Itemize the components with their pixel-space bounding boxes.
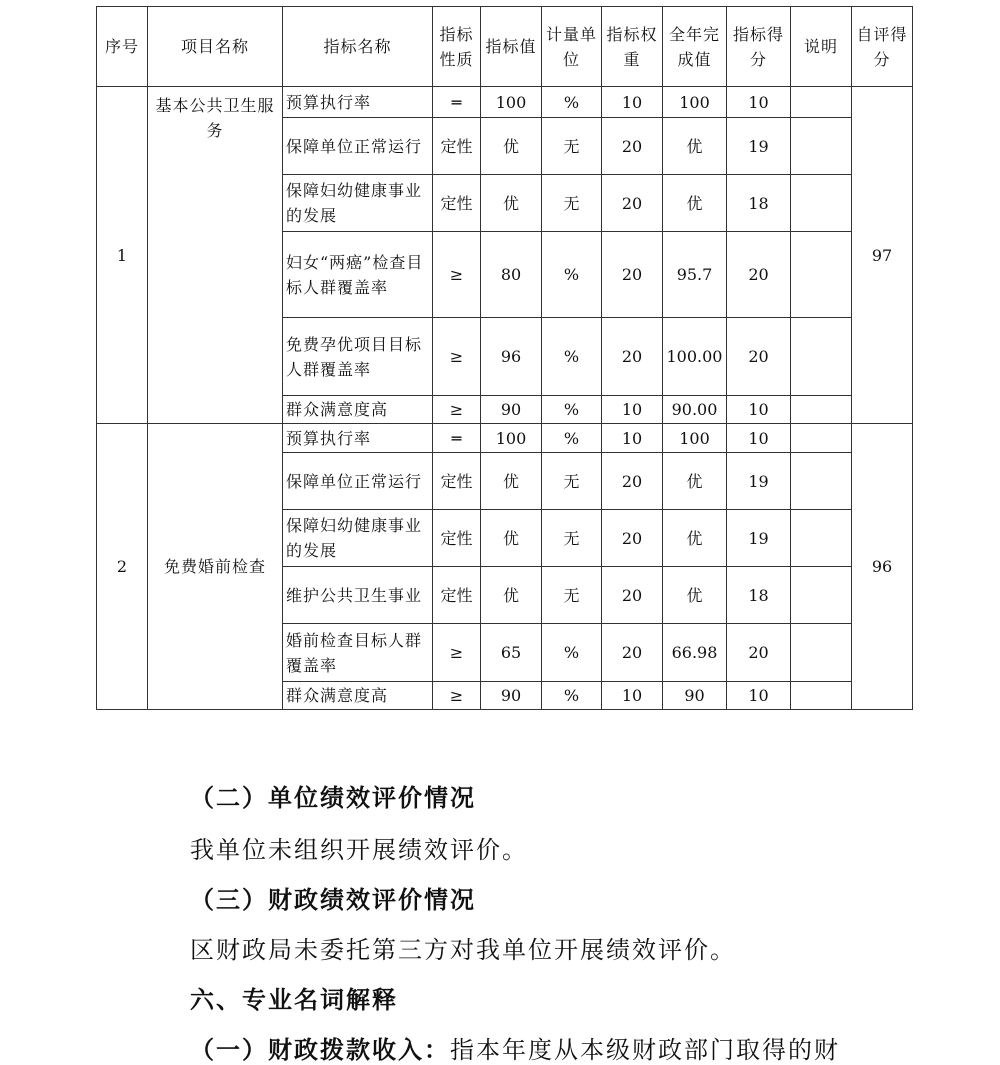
- indicator-unit: %: [542, 232, 602, 318]
- indicator-weight: 20: [602, 118, 663, 175]
- indicator-score: 18: [727, 175, 791, 232]
- indicator-name: 群众满意度高: [283, 396, 433, 424]
- indicator-note: [791, 424, 852, 453]
- indicator-note: [791, 567, 852, 624]
- annual-actual: 100: [663, 87, 727, 118]
- indicator-name: 预算执行率: [283, 424, 433, 453]
- annual-actual: 90: [663, 682, 727, 710]
- indicator-score: 18: [727, 567, 791, 624]
- indicator-value: 优: [481, 510, 542, 567]
- indicator-name: 保障妇幼健康事业的发展: [283, 510, 433, 567]
- indicator-value: 优: [481, 567, 542, 624]
- indicator-note: [791, 682, 852, 710]
- indicator-name: 保障单位正常运行: [283, 118, 433, 175]
- indicator-unit: 无: [542, 567, 602, 624]
- indicator-unit: %: [542, 682, 602, 710]
- term-1-label: （一）财政拨款收入：: [190, 1035, 450, 1064]
- indicator-unit: %: [542, 87, 602, 118]
- table-row: [97, 424, 913, 453]
- header-unit: 计量单位: [542, 7, 602, 87]
- indicator-value: 80: [481, 232, 542, 318]
- indicator-nature: 定性: [433, 510, 481, 567]
- indicator-unit: %: [542, 624, 602, 682]
- table-header-row: [97, 7, 913, 87]
- indicator-weight: 20: [602, 453, 663, 510]
- indicator-weight: 20: [602, 624, 663, 682]
- term-1-paragraph: [190, 1030, 840, 1065]
- indicator-weight: 20: [602, 232, 663, 318]
- section-2-heading: （二）单位绩效评价情况: [190, 783, 476, 812]
- indicator-unit: 无: [542, 453, 602, 510]
- indicator-note: [791, 624, 852, 682]
- indicator-score: 19: [727, 453, 791, 510]
- indicator-weight: 10: [602, 87, 663, 118]
- indicator-nature: ═: [433, 87, 481, 118]
- indicator-nature: 定性: [433, 567, 481, 624]
- row-index: 1: [97, 87, 148, 424]
- row-index: 2: [97, 424, 148, 710]
- indicator-name: 维护公共卫生事业: [283, 567, 433, 624]
- indicator-name: 保障单位正常运行: [283, 453, 433, 510]
- performance-evaluation-table: [96, 6, 913, 710]
- indicator-score: 10: [727, 682, 791, 710]
- indicator-note: [791, 318, 852, 396]
- indicator-score: 19: [727, 118, 791, 175]
- header-indicator-value: 指标值: [481, 7, 542, 87]
- indicator-name: 免费孕优项目目标人群覆盖率: [283, 318, 433, 396]
- indicator-name: 群众满意度高: [283, 682, 433, 710]
- indicator-value: 100: [481, 87, 542, 118]
- indicator-weight: 10: [602, 396, 663, 424]
- self-score: 96: [852, 424, 913, 710]
- indicator-nature: ≥: [433, 624, 481, 682]
- annual-actual: 优: [663, 118, 727, 175]
- section-3-body: 区财政局未委托第三方对我单位开展绩效评价。: [190, 936, 736, 964]
- indicator-unit: 无: [542, 510, 602, 567]
- header-indicator-nature: 指标性质: [433, 7, 481, 87]
- indicator-score: 10: [727, 396, 791, 424]
- indicator-value: 100: [481, 424, 542, 453]
- indicator-nature: 定性: [433, 175, 481, 232]
- annual-actual: 66.98: [663, 624, 727, 682]
- indicator-weight: 10: [602, 424, 663, 453]
- table-row: [97, 87, 913, 118]
- annual-actual: 100.00: [663, 318, 727, 396]
- indicator-name: 婚前检查目标人群覆盖率: [283, 624, 433, 682]
- indicator-unit: %: [542, 396, 602, 424]
- annual-actual: 优: [663, 567, 727, 624]
- indicator-weight: 20: [602, 318, 663, 396]
- annual-actual: 100: [663, 424, 727, 453]
- indicator-unit: 无: [542, 118, 602, 175]
- indicator-value: 优: [481, 175, 542, 232]
- indicator-note: [791, 510, 852, 567]
- indicator-score: 19: [727, 510, 791, 567]
- header-note: 说明: [791, 7, 852, 87]
- indicator-value: 优: [481, 118, 542, 175]
- indicator-unit: %: [542, 318, 602, 396]
- indicator-note: [791, 87, 852, 118]
- indicator-note: [791, 232, 852, 318]
- chapter-6-heading: 六、专业名词解释: [190, 985, 398, 1014]
- indicator-score: 20: [727, 318, 791, 396]
- indicator-note: [791, 175, 852, 232]
- indicator-score: 10: [727, 424, 791, 453]
- annual-actual: 优: [663, 510, 727, 567]
- header-weight: 指标权重: [602, 7, 663, 87]
- annual-actual: 优: [663, 175, 727, 232]
- indicator-note: [791, 118, 852, 175]
- indicator-unit: 无: [542, 175, 602, 232]
- indicator-value: 优: [481, 453, 542, 510]
- indicator-nature: ═: [433, 424, 481, 453]
- indicator-nature: 定性: [433, 118, 481, 175]
- indicator-weight: 20: [602, 567, 663, 624]
- section-3-heading: （三）财政绩效评价情况: [190, 885, 476, 914]
- annual-actual: 95.7: [663, 232, 727, 318]
- indicator-value: 96: [481, 318, 542, 396]
- annual-actual: 优: [663, 453, 727, 510]
- indicator-nature: ≥: [433, 396, 481, 424]
- indicator-weight: 20: [602, 510, 663, 567]
- indicator-score: 20: [727, 624, 791, 682]
- indicator-name: 妇女“两癌”检查目标人群覆盖率: [283, 232, 433, 318]
- indicator-nature: ≥: [433, 318, 481, 396]
- term-1-body: 指本年度从本级财政部门取得的财: [450, 1036, 840, 1064]
- indicator-note: [791, 453, 852, 510]
- indicator-nature: 定性: [433, 453, 481, 510]
- header-indicator-score: 指标得分: [727, 7, 791, 87]
- header-index: 序号: [97, 7, 148, 87]
- indicator-value: 65: [481, 624, 542, 682]
- indicator-name: 预算执行率: [283, 87, 433, 118]
- project-name: 基本公共卫生服务: [148, 87, 283, 424]
- header-indicator-name: 指标名称: [283, 7, 433, 87]
- header-project-name: 项目名称: [148, 7, 283, 87]
- header-annual-actual: 全年完成值: [663, 7, 727, 87]
- indicator-name: 保障妇幼健康事业的发展: [283, 175, 433, 232]
- header-self-score: 自评得分: [852, 7, 913, 87]
- self-score: 97: [852, 87, 913, 424]
- annual-actual: 90.00: [663, 396, 727, 424]
- project-name: 免费婚前检查: [148, 424, 283, 710]
- indicator-nature: ≥: [433, 682, 481, 710]
- indicator-weight: 20: [602, 175, 663, 232]
- indicator-nature: ≥: [433, 232, 481, 318]
- section-2-body: 我单位未组织开展绩效评价。: [190, 836, 528, 864]
- indicator-value: 90: [481, 682, 542, 710]
- indicator-unit: %: [542, 424, 602, 453]
- indicator-weight: 10: [602, 682, 663, 710]
- indicator-note: [791, 396, 852, 424]
- indicator-score: 10: [727, 87, 791, 118]
- indicator-score: 20: [727, 232, 791, 318]
- indicator-value: 90: [481, 396, 542, 424]
